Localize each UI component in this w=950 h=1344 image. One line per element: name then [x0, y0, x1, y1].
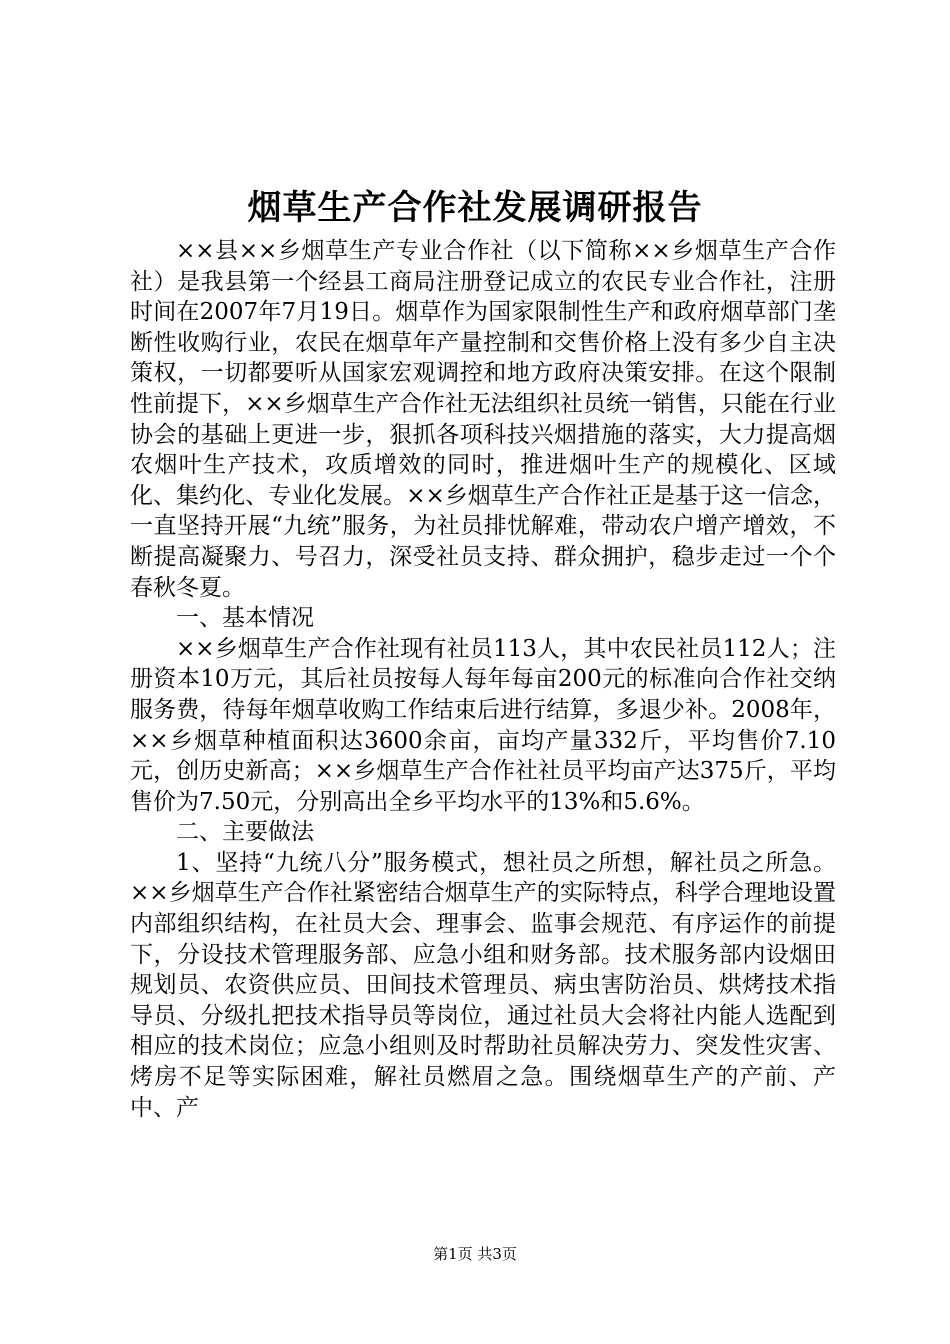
basic-info-paragraph: ××乡烟草生产合作社现有社员113人，其中农民社员112人；注册资本10万元，其后社员按每人每年每亩200元的标准向合作社交纳服务费，待每年烟草收购工作结束后进行结算，多退少补。2008年，××乡烟草种植面积达3600余亩，亩均产量332斤，平均售价7.10元，创历史新高；××乡烟草生产合作社社员平均亩产达375斤，平均售价为7.50元，分别高出全乡平均水平的13%和5.6%。 [130, 635, 836, 815]
document-body [130, 236, 836, 1123]
section-heading-main-practices: 二、主要做法 [176, 819, 314, 846]
page-footer: 第1页 共3页 [433, 1245, 517, 1263]
intro-paragraph: ××县××乡烟草生产专业合作社（以下简称××乡烟草生产合作社）是我县第一个经县工商局注册登记成立的农民专业合作社，注册时间在2007年7月19日。烟草作为国家限制性生产和政府烟草部门垄断性收购行业，农民在烟草年产量控制和交售价格上没有多少自主决策权，一切都要听从国家宏观调控和地方政府决策安排。在这个限制性前提下，××乡烟草生产合作社无法组织社员统一销售，只能在行业协会的基础上更进一步，狠抓各项科技兴烟措施的落实，大力提高烟农烟叶生产技术，攻质增效的同时，推进烟叶生产的规模化、区域化、集约化、专业化发展。××乡烟草生产合作社正是基于这一信念，一直坚持开展“九统”服务，为社员排忧解难，带动农户增产增效，不断提高凝聚力、号召力，深受社员支持、群众拥护，稳步走过一个个春秋冬夏。 [130, 238, 836, 601]
main-practices-paragraph: 1、坚持“九统八分”服务模式，想社员之所想，解社员之所急。××乡烟草生产合作社紧密结合烟草生产的实际特点，科学合理地设置内部组织结构，在社员大会、理事会、监事会规范、有序运作的前提下，分设技术管理服务部、应急小组和财务部。技术服务部内设烟田规划员、农资供应员、田间技术管理员、病虫害防治员、烘烤技术指导员、分级扎把技术指导员等岗位，通过社员大会将社内能人选配到相应的技术岗位；应急小组则及时帮助社员解决劳力、突发性灾害、烤房不足等实际困难，解社员燃眉之急。围绕烟草生产的产前、产中、产 [130, 849, 836, 1121]
section-heading-basic-info: 一、基本情况 [176, 605, 314, 632]
document-title: 烟草生产合作社发展调研报告 [247, 188, 703, 228]
